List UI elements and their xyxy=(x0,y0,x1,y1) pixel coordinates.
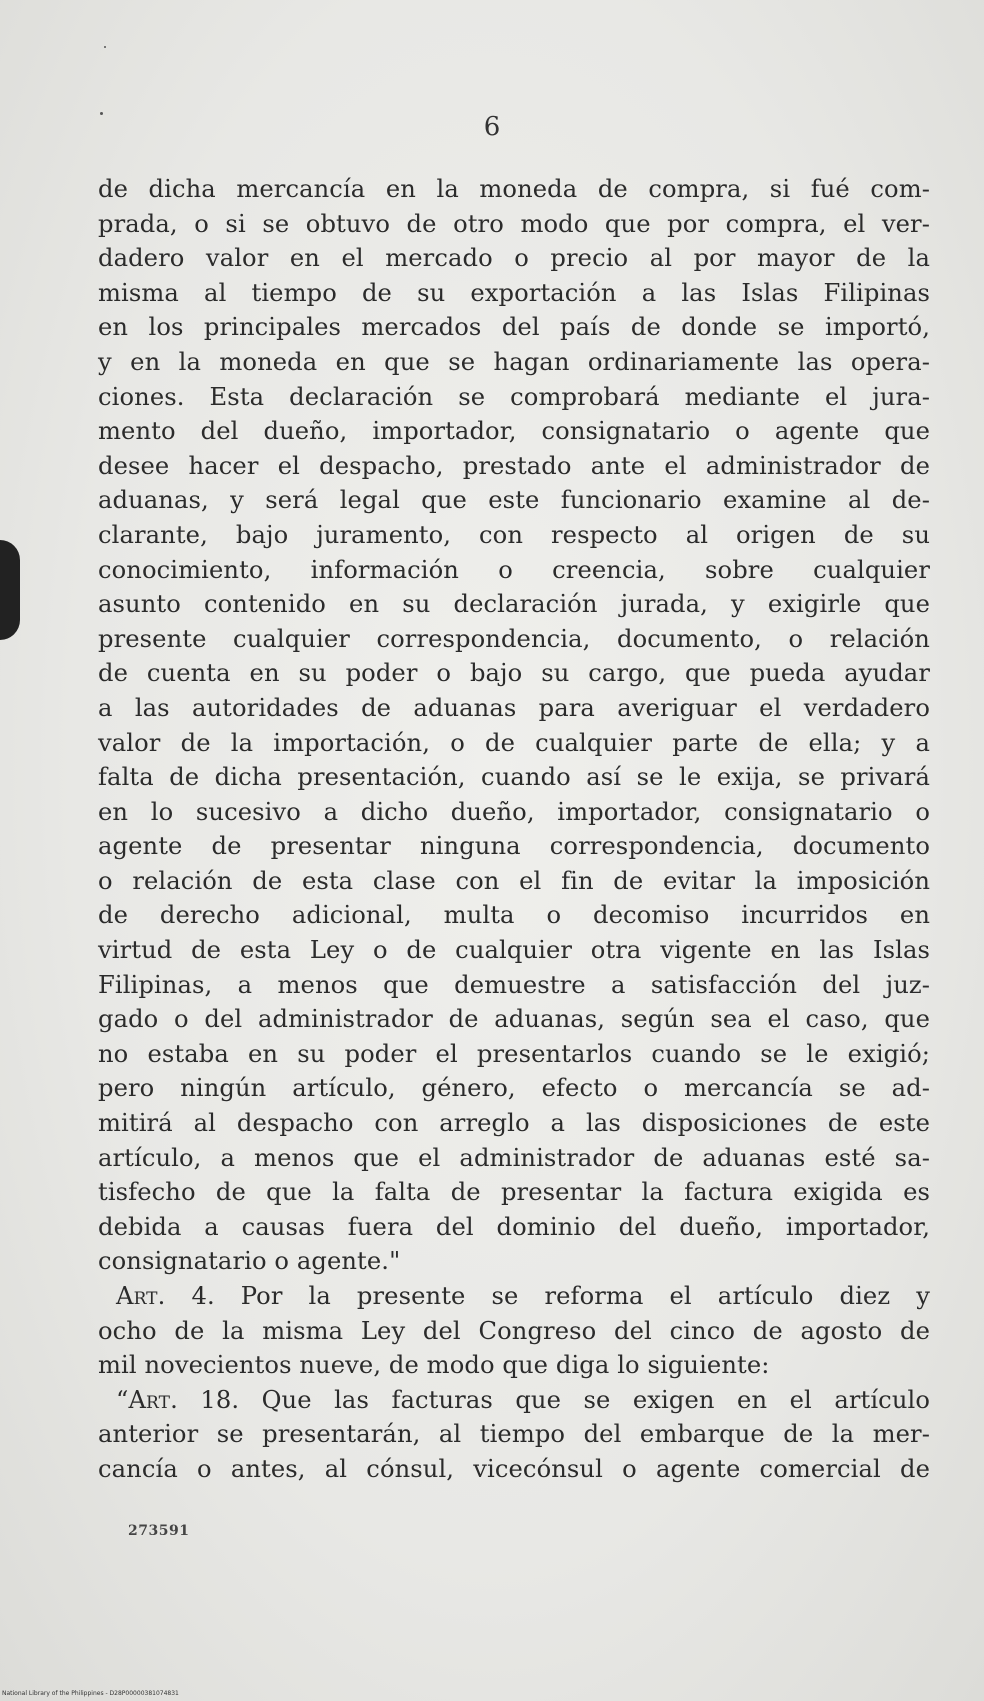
text-line: prada, o si se obtuvo de otro modo que por compra, el ver- xyxy=(98,209,930,238)
text-line: de cuenta en su poder o bajo su cargo, que pueda ayudar xyxy=(98,659,930,688)
text-line: Filipinas, a menos que demuestre a satisfacción del juz- xyxy=(98,970,930,999)
paper-speck xyxy=(104,46,106,48)
page-number: 6 xyxy=(483,112,501,142)
text-line: valor de la importación, o de cualquier parte de ella; y a xyxy=(98,728,930,757)
text-line: tisfecho de que la falta de presentar la factura exigida es xyxy=(98,1178,930,1207)
text-line: anterior se presentarán, al tiempo del embarque de la mer- xyxy=(98,1420,930,1449)
article-4-label: Art. xyxy=(116,1282,166,1310)
text-line: mitirá al despacho con arreglo a las disposiciones de este xyxy=(98,1109,930,1138)
text-line: mento del dueño, importador, consignatario o agente que xyxy=(98,417,930,446)
text-line: consignatario o agente." xyxy=(98,1247,401,1276)
text-line: debida a causas fuera del dominio del dueño, importador, xyxy=(98,1212,930,1241)
text-line: falta de dicha presentación, cuando así se le exija, se privará xyxy=(98,763,930,792)
library-credit: National Library of the Philippines - D28P00000381074831 xyxy=(2,1690,179,1697)
printer-code: 273591 xyxy=(128,1523,190,1539)
quote-open: “ xyxy=(116,1385,129,1414)
text-line: presente cualquier correspondencia, documento, o relación xyxy=(98,624,930,653)
binding-shadow xyxy=(0,540,20,640)
article-18-line xyxy=(98,1383,930,1418)
text-line: virtud de esta Ley o de cualquier otra vigente en las Islas xyxy=(98,936,930,965)
text-line: conocimiento, información o creencia, sobre cualquier xyxy=(98,555,930,584)
text-line: agente de presentar ninguna correspondencia, documento xyxy=(98,832,930,861)
text-line: en los principales mercados del país de donde se importó, xyxy=(98,313,930,342)
article-4-text: 4. Por la presente se reforma el artículo diez y xyxy=(165,1282,930,1310)
text-line: pero ningún artículo, género, efecto o mercancía se ad- xyxy=(98,1074,930,1103)
text-line: artículo, a menos que el administrador de aduanas esté sa- xyxy=(98,1143,930,1172)
article-18-text: 18. Que las facturas que se exigen en el artículo xyxy=(177,1385,930,1414)
text-line: y en la moneda en que se hagan ordinariamente las opera- xyxy=(98,347,930,376)
text-line: dadero valor en el mercado o precio al por mayor de la xyxy=(98,244,930,273)
text-line: misma al tiempo de su exportación a las Islas Filipinas xyxy=(98,278,930,307)
text-line: clarante, bajo juramento, con respecto al origen de su xyxy=(98,520,930,549)
body-text xyxy=(98,172,930,1487)
article-18-label: Art. xyxy=(128,1385,178,1414)
text-line: gado o del administrador de aduanas, según sea el caso, que xyxy=(98,1005,930,1034)
text-line: aduanas, y será legal que este funcionario examine al de- xyxy=(98,486,930,515)
text-line: ocho de la misma Ley del Congreso del cinco de agosto de xyxy=(98,1316,930,1345)
text-line: de dicha mercancía en la moneda de compra, si fué com- xyxy=(98,175,930,203)
text-line: ciones. Esta declaración se comprobará mediante el jura- xyxy=(98,382,930,411)
text-line: mil novecientos nueve, de modo que diga lo siguiente: xyxy=(98,1351,770,1380)
text-line: no estaba en su poder el presentarlos cuando se le exigió; xyxy=(98,1039,930,1068)
text-line: cancía o antes, al cónsul, vicecónsul o agente comercial de xyxy=(98,1454,930,1483)
text-line: a las autoridades de aduanas para averiguar el verdadero xyxy=(98,693,930,722)
text-line: desee hacer el despacho, prestado ante el administrador de xyxy=(98,451,930,480)
text-line: de derecho adicional, multa o decomiso incurridos en xyxy=(98,901,930,930)
text-line: o relación de esta clase con el fin de evitar la imposición xyxy=(98,866,930,895)
article-4-line xyxy=(98,1279,930,1314)
text-line: en lo sucesivo a dicho dueño, importador, consignatario o xyxy=(98,797,930,826)
text-line: asunto contenido en su declaración jurada, y exigirle que xyxy=(98,590,930,619)
